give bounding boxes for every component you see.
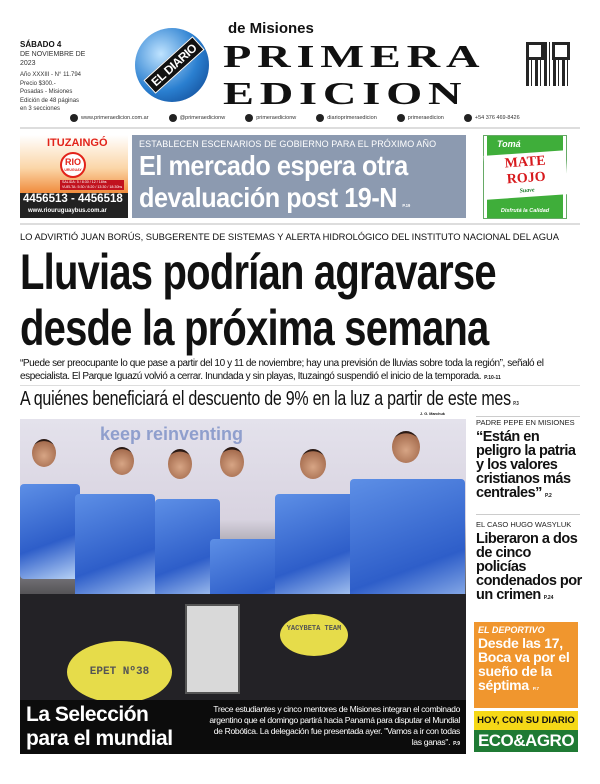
ad-schedule [60,180,124,190]
side-kicker: EL CASO HUGO WASYLUK [476,520,572,529]
edition-sections: en 3 secciones [20,106,61,112]
page-ref: P.24 [543,595,554,601]
ad-brand-2: ROJO [506,169,547,188]
ad-brand [60,152,86,178]
logo-primera: PRIMERA [223,38,486,74]
ad-url: www.riouruguaybus.com.ar [28,208,107,214]
social-instagram[interactable] [316,114,377,122]
date-day: SÁBADO 4 [20,40,62,49]
page-ref: P.9 [453,741,460,747]
social-web[interactable] [70,114,149,122]
facebook-icon [245,114,253,122]
ad-slogan: Disfrutá la Calidad [500,208,550,214]
eco-agro-logo[interactable]: ECO&AGRO [474,730,578,752]
ad-brand-sub: URUGUAY [64,168,82,172]
team-shirt [20,484,80,579]
side-story-wasyluk[interactable] [476,520,582,605]
photo-headline [26,703,173,751]
main-headline-line-1: Lluvias podrían agravarse [20,244,496,300]
top-story[interactable] [132,135,466,218]
page-ref: P.7 [532,686,539,691]
person [32,439,56,467]
social-text: primeraedicionw [256,115,297,121]
photo-headline-2: para el mundial [26,727,173,750]
page-ref: P.19 [402,203,411,208]
ad-brand-1: MATE [504,153,547,172]
deportivo-box[interactable] [474,622,578,708]
team-shirt [75,494,155,604]
top-story-headline-2-row [139,182,427,222]
main-deck-text: “Puede ser preocupante lo que pase a partir del 10 y 11 de noviembre; hay una previsión de lluvias sobre toda la región”, señaló el especialista. El Parque Iguazú volvió a cerrar. Inundada y sin playas, Ituzaingó suspendió el inicio de la temporada. [20,358,544,382]
deportivo-headline: Desde las 17, Boca va por el sueño de la séptima [478,635,570,693]
instagram-icon [316,114,324,122]
person [110,447,134,475]
logo-edicion: EDICION [223,75,468,111]
side-story-padre-pepe[interactable] [476,418,582,503]
logo-subtitle: de Misiones [228,20,314,37]
person [220,447,244,477]
person [300,449,326,479]
photo-backdrop-text: keep reinventing [100,424,244,444]
date-month: DE NOVIEMBRE DE 2023 [20,51,86,67]
eco-agro-promo[interactable]: HOY, CON SU DIARIO [474,711,578,730]
page-ref: P.3 [513,401,519,407]
sign-epet: EPET Nº38 [67,641,172,703]
twitter-icon [169,114,177,122]
issue-number: Año XXXIII - N° 11.794 [20,72,81,78]
youtube-icon [397,114,405,122]
social-text: +54 376 469-8426 [474,115,520,121]
main-deck [20,358,582,384]
divider [476,416,580,417]
divider [20,385,580,386]
social-text: @primeraedicionw [179,115,226,121]
photo-credit: J. G. Marchuk [420,412,445,416]
side-headline [476,430,582,503]
person [392,431,420,463]
top-story-headline-2: devaluación post 19-N [139,182,398,213]
side-headline-text: Liberaron a dos de cinco policías condenados por un crimen [476,531,582,603]
ad-title: ITUZAINGÓ [47,137,108,149]
social-text: diarioprimeraedicion [327,115,377,121]
secondary-headline[interactable] [20,388,580,416]
ad-rio-uruguay-bus[interactable] [20,135,128,218]
social-links [70,114,580,122]
social-facebook[interactable] [245,114,296,122]
page-ref: P.10-11 [484,374,501,381]
secondary-headline-text: A quiénes beneficiará el descuento de 9% en la luz a partir de este mes [20,388,511,410]
ad-returns: VUELTA: 5:30 / 8:20 / 13:30 / 18:30hs [62,185,123,189]
ad-brand [484,150,569,200]
main-kicker: LO ADVIRTIÓ JUAN BORÚS, SUBGERENTE DE SISTEMAS Y ALERTA HIDROLÓGICO DEL INSTITUTO NACIONAL DEL AGUA [20,231,559,242]
divider [20,127,580,129]
team-shirt [275,494,355,604]
divider [20,223,580,225]
ad-brand-name: RIO [64,157,81,167]
top-story-headline-1: El mercado espera otra [139,150,408,181]
person [168,449,192,479]
main-headline[interactable] [20,244,600,356]
social-whatsapp[interactable] [464,114,520,122]
social-twitter[interactable] [169,114,226,122]
deportivo-kicker: EL DEPORTIVO [478,625,545,635]
qr-code[interactable] [526,42,570,86]
photo-caption[interactable] [20,700,466,754]
sign-yacybeta: YACYBETA TEAM [280,614,348,656]
edition-pages: Edición de 48 páginas [20,97,80,104]
price: Precio $300.- [20,80,56,87]
divider [476,514,580,515]
logo-el-diario: EL DIARIO [143,36,204,94]
side-headline-text: “Están en peligro la patria y los valores cristianos más centrales” [476,429,576,501]
newspaper-logo[interactable] [135,20,495,112]
ad-toma: Tomá [497,139,521,149]
social-text: primeraedicion [407,115,444,121]
whatsapp-icon [464,114,472,122]
ad-mate-rojo[interactable] [484,136,566,218]
side-headline [476,532,582,605]
ad-variant: Suave [519,187,535,195]
ad-phones: 4456513 - 4456518 [23,193,123,205]
side-kicker: PADRE PEPE EN MISIONES [476,418,575,427]
robot [185,604,240,694]
caption-text: Trece estudiantes y cinco mentores de Misiones integran el combinado argentino que el domingo partirá hacia Panamá para disputar el Mundial de Robótica. La delegación fue presentada ayer. "Vamos a ir con todas las ganas". [209,704,460,747]
globe-icon [70,114,78,122]
place: Posadas - Misiones [20,89,73,95]
photo-caption-text [208,704,460,750]
social-youtube[interactable] [397,114,444,122]
top-story-kicker: ESTABLECEN ESCENARIOS DE GOBIERNO PARA EL PRÓXIMO AÑO [139,139,437,149]
social-text: www.primeraedicion.com.ar [81,115,149,121]
date-block [20,40,100,114]
main-headline-line-2: desde la próxima semana [20,300,489,356]
ad-departures: SALIDA: 5 / 8:30 / 12 / 18hs [62,180,107,184]
photo-headline-1: La Selección [26,703,149,726]
deportivo-headline-block [478,636,574,696]
page-ref: P.2 [544,493,552,499]
